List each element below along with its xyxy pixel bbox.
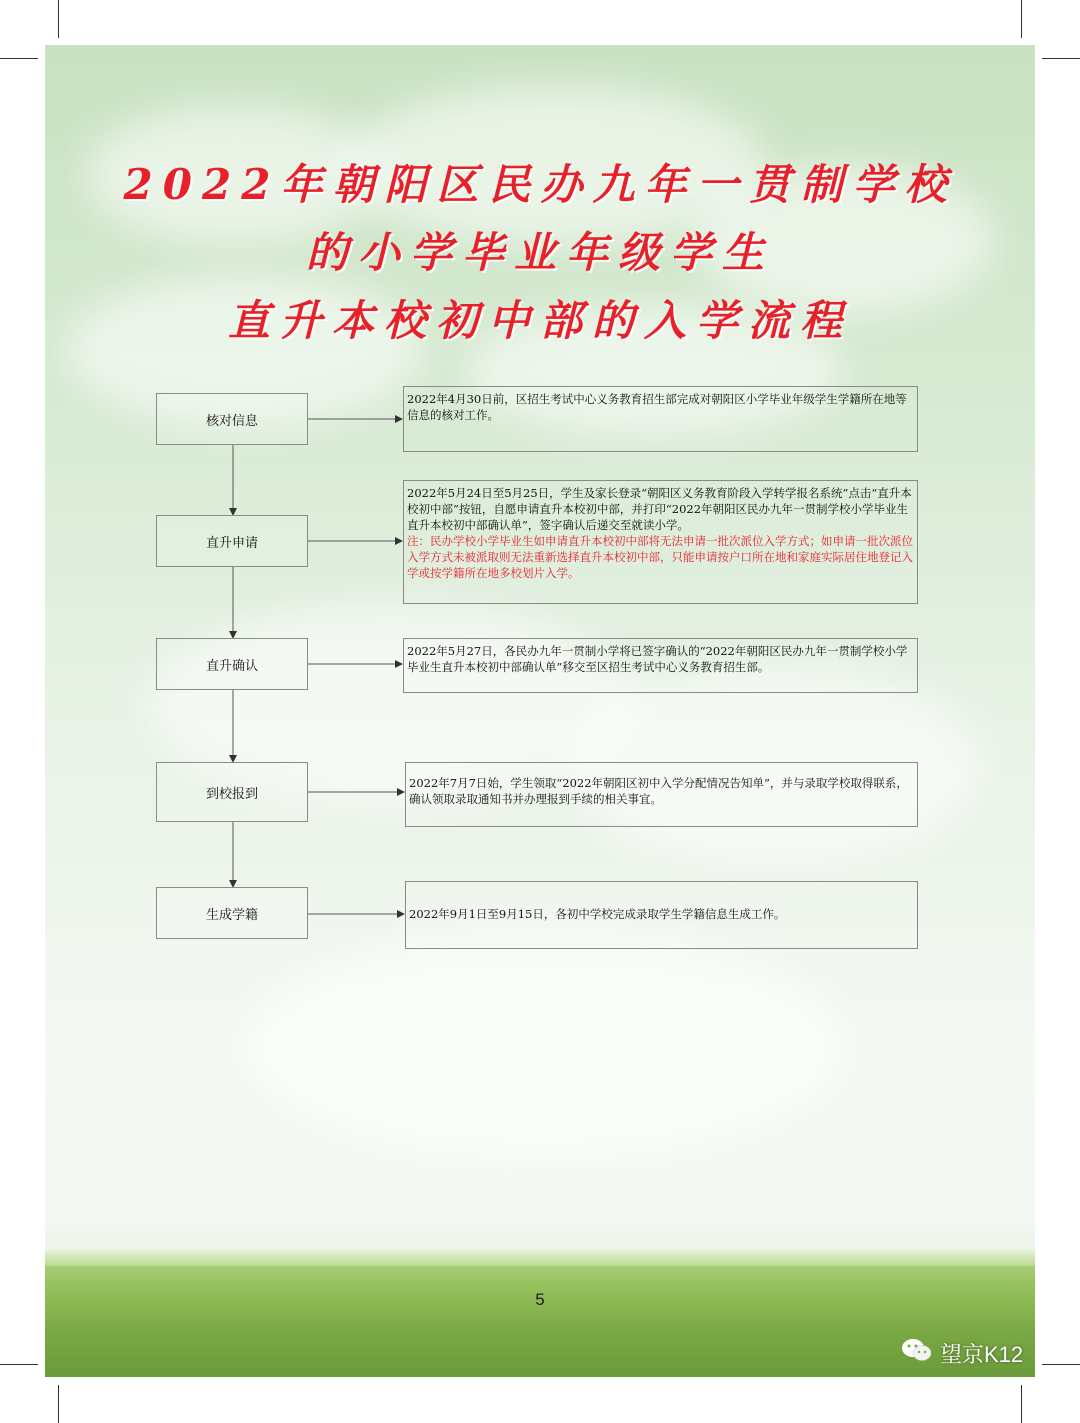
step-description-school-report [405,762,918,827]
step-box-direct-apply: 直升申请 [156,515,308,567]
page-title-line-1: 2022年朝阳区民办九年一贯制学校 [123,160,957,209]
description-text: 2022年5月27日，各民办九年一贯制小学将已签字确认的“2022年朝阳区民办九年一贯制学校小学毕业生直升本校初中部确认单”移交至区招生考试中心义务教育招生部。 [407,644,908,674]
step-box-generate-record: 生成学籍 [156,887,308,939]
watermark-text: 望京K12 [940,1341,1024,1367]
step-box-school-report: 到校报到 [156,762,308,822]
wechat-icon [900,1336,934,1370]
step-description-generate-record [405,881,918,949]
description-text: 2022年9月1日至9月15日，各初中学校完成录取学生学籍信息生成工作。 [409,907,786,921]
step-box-direct-confirm: 直升确认 [156,638,308,690]
page-number: 5 [535,1290,545,1309]
step-description-direct-confirm [403,638,918,693]
step-box-verify-info: 核对信息 [156,393,308,445]
description-text: 2022年4月30日前，区招生考试中心义务教育招生部完成对朝阳区小学毕业年级学生学籍所在地等信息的核对工作。 [407,392,907,422]
step-description-verify-info [403,386,918,452]
description-text: 2022年5月24日至5月25日，学生及家长登录“朝阳区义务教育阶段入学转学报名系统”点击“直升本校初中部”按钮，自愿申请直升本校初中部，并打印“2022年朝阳区民办九年一贯制学校小学毕业生直升本校初中部确认单”，签字确认后递交至就读小学。 [407,486,912,532]
watermark [900,1336,1023,1370]
description-note: 注：民办学校小学毕业生如申请直升本校初中部将无法申请一批次派位入学方式；如申请一批次派位入学方式未被派取则无法重新选择直升本校初中部，只能申请按户口所在地和家庭实际居住地登记入学或按学籍所在地多校划片入学。 [407,534,913,580]
description-text: 2022年7月7日始，学生领取“2022年朝阳区初中入学分配情况告知单”，并与录取学校取得联系，确认领取录取通知书并办理报到手续的相关事宜。 [409,776,908,806]
page-title-line-2: 的小学毕业年级学生 [305,228,774,277]
step-description-direct-apply [403,480,918,604]
page-title-line-3: 直升本校初中部的入学流程 [227,296,852,345]
